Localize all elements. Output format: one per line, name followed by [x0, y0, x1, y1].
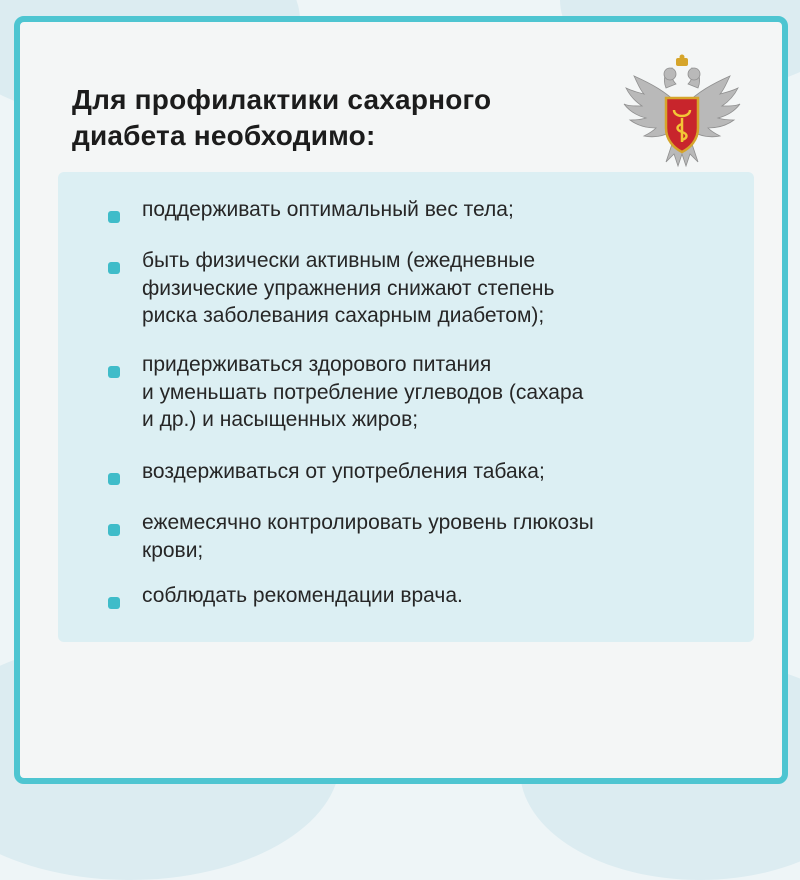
bullet-icon: [108, 211, 120, 223]
bullet-icon: [108, 366, 120, 378]
recommendations-panel: [58, 172, 754, 642]
list-item-text: ежемесячно контролировать уровень глюкозы крови;: [142, 511, 594, 562]
bullet-icon: [108, 262, 120, 274]
bullet-icon: [108, 524, 120, 536]
list-item-text: придерживаться здорового питания и уменьшать потребление углеводов (сахара и др.) и насыщенных жиров;: [142, 353, 584, 431]
double-headed-eagle-emblem-icon: [622, 54, 742, 172]
page-title-line-1: Для профилактики сахарного: [72, 84, 492, 115]
list-item-text: поддерживать оптимальный вес тела;: [142, 198, 514, 221]
list-item-text: воздерживаться от употребления табака;: [142, 460, 545, 483]
bullet-icon: [108, 473, 120, 485]
bullet-icon: [108, 597, 120, 609]
content-frame: [14, 16, 788, 784]
list-item-text: быть физически активным (ежедневные физические упражнения снижают степень риска заболевания сахарным диабетом);: [142, 249, 555, 327]
list-item-text: соблюдать рекомендации врача.: [142, 584, 463, 607]
page-title-line-2: диабета необходимо:: [72, 120, 376, 151]
page-title: [72, 82, 491, 154]
